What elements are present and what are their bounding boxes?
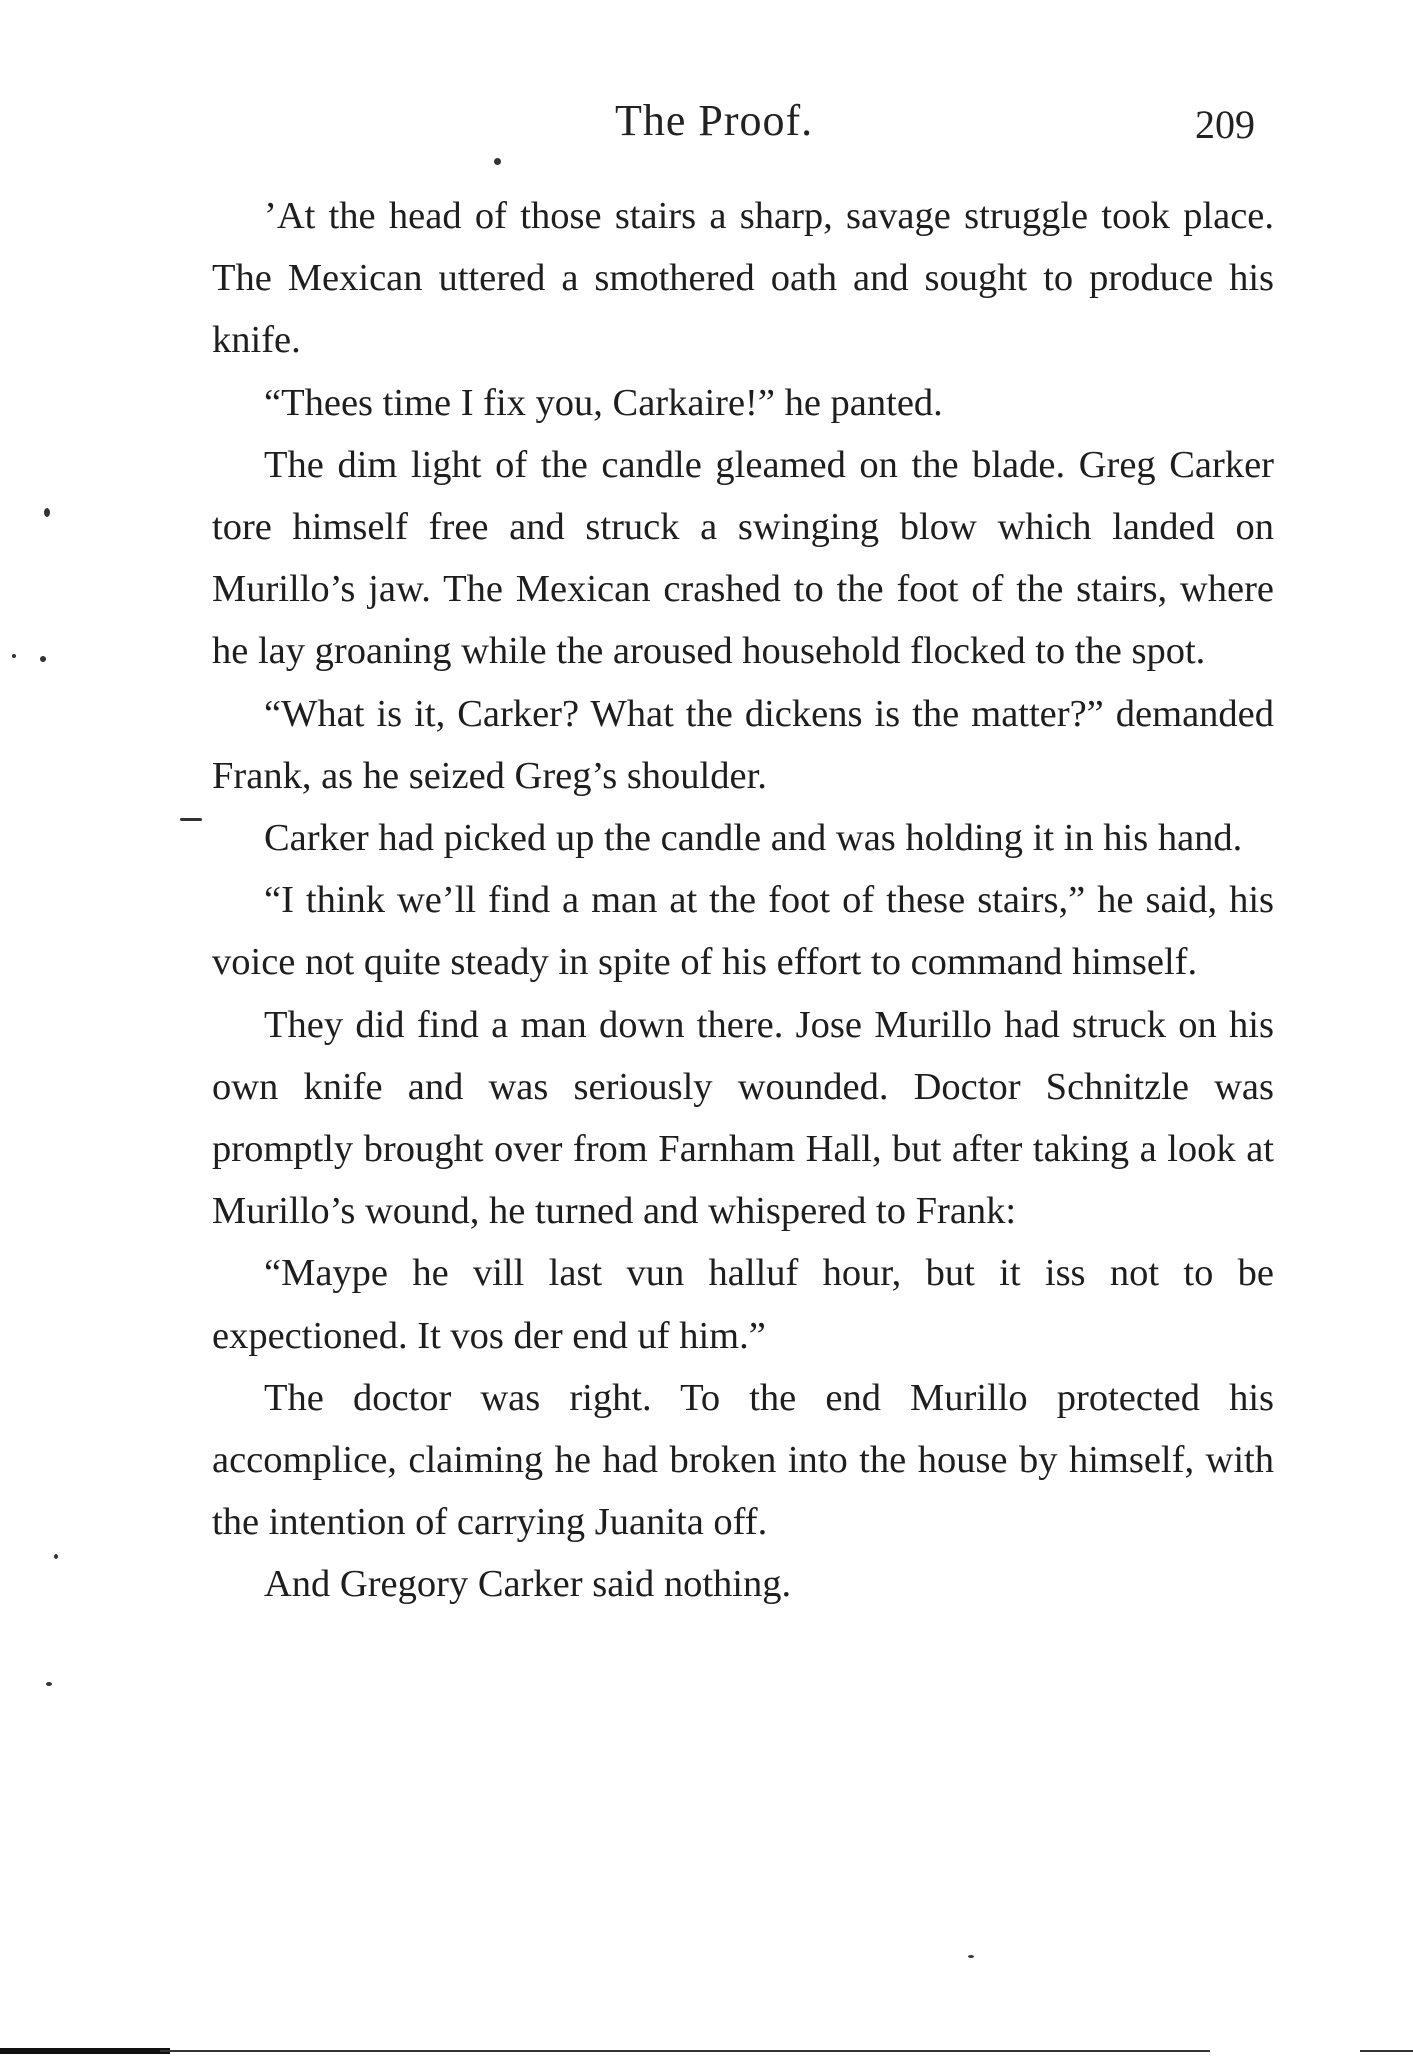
- paragraph: ’At the head of those stairs a sharp, savage struggle took place. The Mexican uttered a smothered oath and sought to produce his knife.: [212, 195, 1274, 362]
- bottom-page-edge: [0, 2048, 1413, 2054]
- page-number: 209: [1195, 102, 1255, 147]
- body-text: [212, 185, 1274, 1616]
- page-edge-line-tail: [1360, 2050, 1413, 2052]
- scan-speck: [494, 158, 501, 165]
- scan-speck: [54, 1554, 58, 1559]
- paragraph: And Gregory Carker said nothing.: [264, 1563, 792, 1606]
- scan-speck: [968, 1955, 974, 1958]
- paragraph: “What is it, Carker? What the dickens is the matter?” demanded Frank, as he seized Greg’s shoulder.: [212, 692, 1274, 797]
- paragraph: They did find a man down there. Jose Murillo had struck on his own knife and was seriously wounded. Doctor Schnitzle was promptly brought over from Farnham Hall, but after taking a look at Murillo’s wound, he turned and whispered to Frank:: [212, 1003, 1274, 1233]
- scan-speck: [44, 508, 50, 517]
- paragraph: Carker had picked up the candle and was holding it in his hand.: [264, 817, 1243, 860]
- paragraph: The dim light of the candle gleamed on the blade. Greg Carker tore himself free and struck a swinging blow which landed on Murillo’s jaw. The Mexican crashed to the foot of the stairs, where he lay groaning while the aroused household flocked to the spot.: [212, 443, 1274, 673]
- scan-speck: [180, 818, 202, 821]
- page-edge-shadow: [0, 2048, 170, 2054]
- page-edge-line: [160, 2050, 1210, 2052]
- scan-speck: [46, 1682, 52, 1686]
- running-head: [0, 95, 1413, 155]
- scan-speck: [12, 654, 16, 658]
- scan-speck: [40, 656, 46, 662]
- chapter-title: The Proof.: [615, 96, 814, 145]
- paragraph: “Maype he vill last vun halluf hour, but it iss not to be expectioned. It vos der end uf him.”: [212, 1252, 1274, 1357]
- paragraph: “Thees time I fix you, Carkaire!” he panted.: [264, 381, 943, 424]
- paragraph: “I think we’ll find a man at the foot of these stairs,” he said, his voice not quite steady in spite of his effort to command himself.: [212, 879, 1274, 984]
- paragraph: The doctor was right. To the end Murillo protected his accomplice, claiming he had broken into the house by himself, with the intention of carrying Juanita off.: [212, 1376, 1274, 1544]
